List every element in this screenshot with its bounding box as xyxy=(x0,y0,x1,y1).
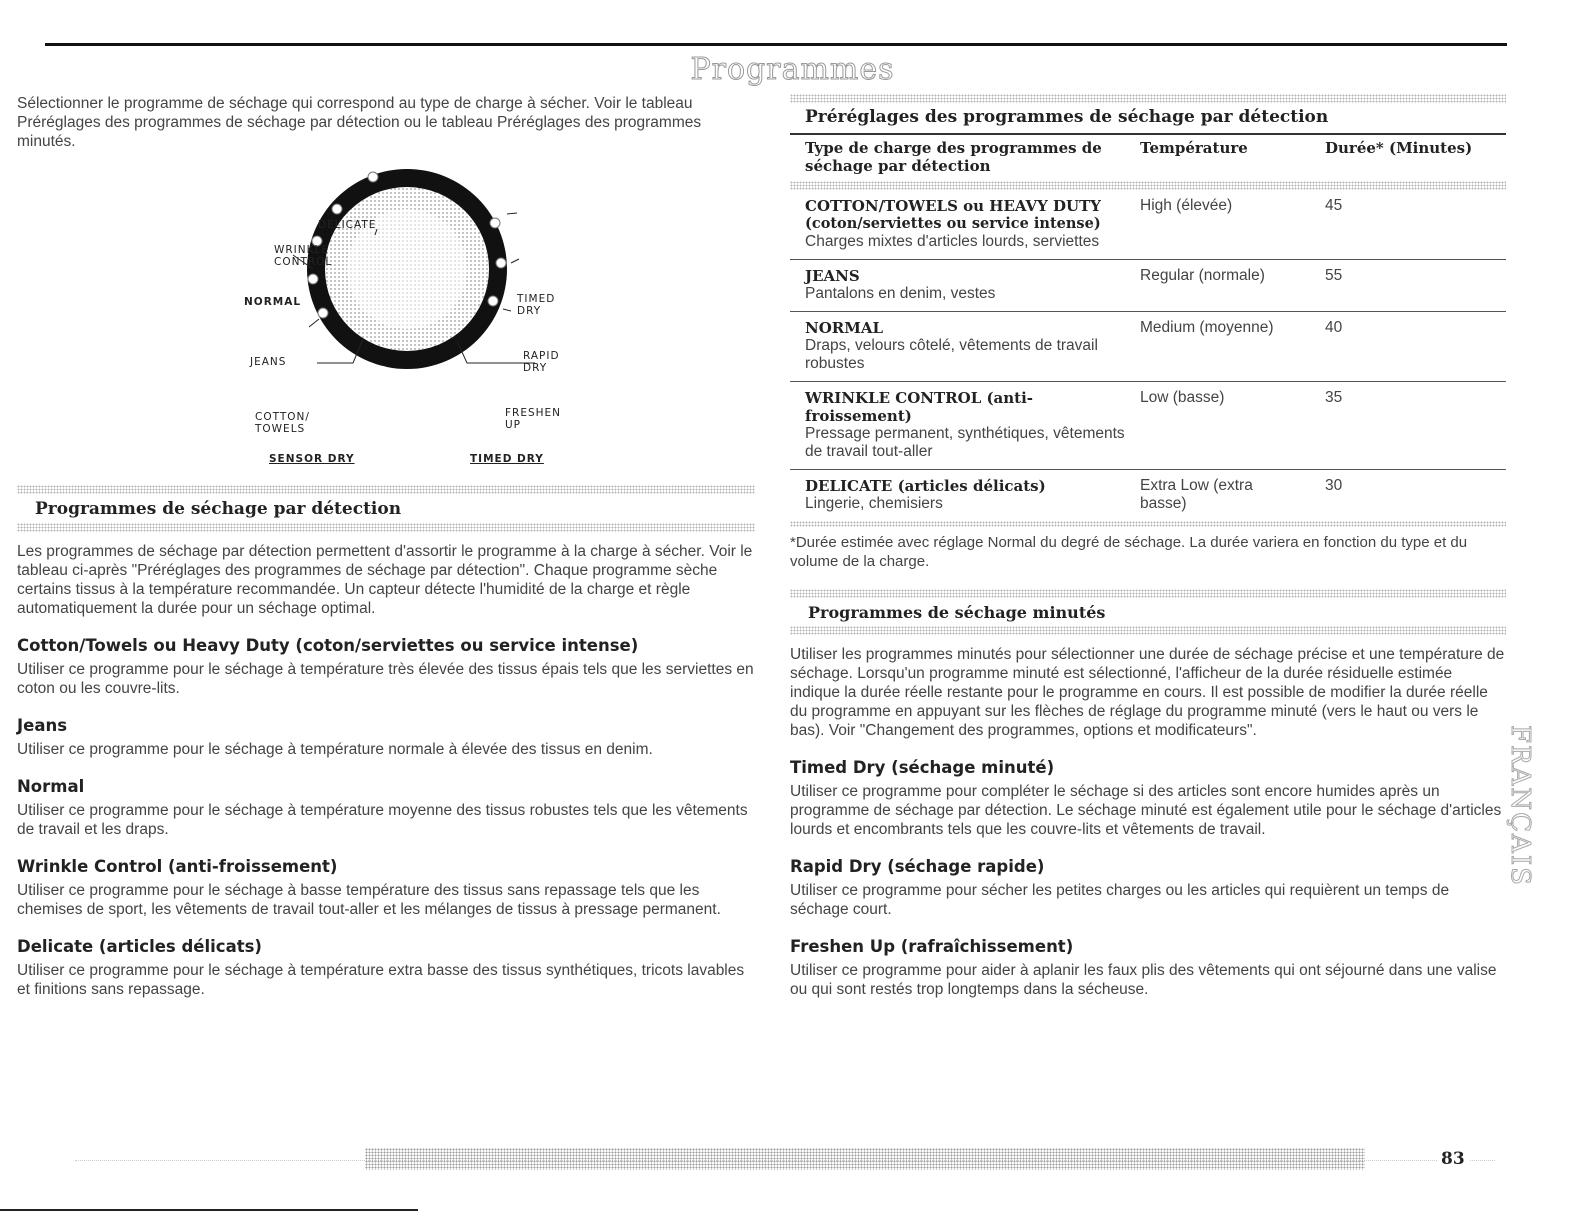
cell-program xyxy=(790,190,1125,260)
cycle-dial-diagram xyxy=(17,151,755,465)
dial-dot-cotton xyxy=(318,308,328,318)
section-divider xyxy=(17,485,755,494)
cell-program xyxy=(790,382,1125,470)
section-divider xyxy=(790,626,1506,635)
top-rule xyxy=(45,43,1507,46)
dial-label-freshen-up xyxy=(505,407,561,431)
dial-label-line: COTTON/ xyxy=(255,411,310,423)
dial-label-line: DRY xyxy=(523,362,548,374)
timed-section-body: Utiliser les programmes minutés pour sélectionner une durée de séchage précise et une température de séchage. Lorsqu'un programme minuté est sélectionné, l'afficheur de la durée résiduelle estimée indique la durée réelle restante pour le programme en cours. Il est possible de modifier la durée réelle du programme en appuyant sur les flèches de réglage du programme minuté (vers le haut ou vers le bas). Voir "Changement des programmes, options et modificateurs". xyxy=(790,646,1505,739)
program-name: JEANS xyxy=(805,267,860,285)
table-row xyxy=(790,470,1506,522)
table-top-divider xyxy=(790,94,1506,103)
program-name: WRINKLE CONTROL (anti-froissement) xyxy=(805,389,1034,425)
presets-table xyxy=(790,135,1506,521)
cell-duration: 30 xyxy=(1310,470,1506,522)
dial-label-cotton-towels xyxy=(255,411,310,435)
cell-duration: 45 xyxy=(1325,197,1343,214)
dial-label-normal: NORMAL xyxy=(244,296,302,308)
cycle-heading-freshen-up: Freshen Up (rafraîchissement) xyxy=(790,937,1074,956)
table-row xyxy=(790,382,1506,470)
cycle-text-rapid-dry: Utiliser ce programme pour sécher les petites charges ou les articles qui requièrent un temps de séchage court. xyxy=(790,882,1450,918)
cycle-text-freshen-up: Utiliser ce programme pour aider à aplanir les faux plis des vêtements qui ont séjourné dans une valise ou qui sont restés trop longtemps dans la sécheuse. xyxy=(790,962,1497,998)
section-divider xyxy=(17,523,755,532)
dial-label-line: RAPID xyxy=(523,350,560,362)
load-description: Charges mixtes d'articles lourds, serviettes xyxy=(805,233,1100,250)
cell-temperature: High (élevée) xyxy=(1140,197,1233,214)
dial-dot-wrinkle xyxy=(332,204,342,214)
program-name: DELICATE (articles délicats) xyxy=(805,477,1046,495)
load-description: Pressage permanent, synthétiques, vêtements de travail tout-aller xyxy=(805,425,1125,460)
cell-temperature: Low (basse) xyxy=(1125,382,1310,470)
dial-label-line: TIMED xyxy=(517,293,556,305)
dial-dot-timed xyxy=(490,218,500,228)
cell-temperature: Extra Low (extra basse) xyxy=(1125,470,1310,522)
timed-section-title: Programmes de séchage minutés xyxy=(808,603,1106,622)
dial-label-timed-dry-bottom: TIMED DRY xyxy=(470,453,544,465)
dial-label-line: DRY xyxy=(517,305,542,317)
sensor-section-title: Programmes de séchage par détection xyxy=(35,499,402,519)
cell-program xyxy=(790,260,1125,312)
load-description: Lingerie, chemisiers xyxy=(805,495,943,512)
dial-label-line: FRESHEN xyxy=(505,407,562,419)
header-load-type: Type de charge des programmes de séchage par détection xyxy=(805,139,1102,175)
bottom-rule xyxy=(0,1209,418,1211)
table-row xyxy=(790,312,1506,382)
cycle-text-jeans: Utiliser ce programme pour le séchage à température normale à élevée des tissus en denim. xyxy=(17,741,653,758)
cell-duration: 35 xyxy=(1310,382,1506,470)
cycle-text-normal: Utiliser ce programme pour le séchage à température moyenne des tissus robustes tels que les vêtements de travail et les draps. xyxy=(17,802,748,838)
cycle-heading-wrinkle: Wrinkle Control (anti-froissement) xyxy=(17,857,338,876)
cell-program xyxy=(790,470,1125,522)
intro-text: Sélectionner le programme de séchage qui correspond au type de charge à sécher. Voir le tableau Préréglages des programmes de séchage par détection ou le tableau Préréglages des programmes minutés. xyxy=(17,95,702,150)
dial-label-delicate: DELICATE xyxy=(318,219,377,231)
dial-dot-delicate xyxy=(368,172,378,182)
header-duration: Durée* (Minutes) xyxy=(1325,139,1473,157)
cell-duration: 40 xyxy=(1310,312,1506,382)
page-number: 83 xyxy=(1437,1149,1469,1169)
dial-label-line: WRINKLE xyxy=(274,244,329,256)
dial-graphic xyxy=(17,151,755,381)
dial-label-rapid-dry xyxy=(523,350,560,374)
dial-label-timed-dry xyxy=(517,293,555,317)
dial-dot-rapid xyxy=(496,258,506,268)
table-footnote: *Durée estimée avec réglage Normal du degré de séchage. La durée variera en fonction du type et du volume de la charge. xyxy=(790,534,1468,570)
cell-duration: 55 xyxy=(1310,260,1506,312)
section-divider xyxy=(790,589,1506,598)
page-title: Programmes xyxy=(690,52,895,87)
cell-temperature: Medium (moyenne) xyxy=(1125,312,1310,382)
table-header-divider xyxy=(790,181,1506,190)
program-name: NORMAL xyxy=(805,319,884,337)
cell-program xyxy=(790,312,1125,382)
load-description: Draps, velours côtelé, vêtements de travail robustes xyxy=(805,337,1098,372)
cell-temperature: Regular (normale) xyxy=(1125,260,1310,312)
right-column xyxy=(790,94,1506,999)
footer-band xyxy=(365,1148,1365,1170)
cycle-text-wrinkle: Utiliser ce programme pour le séchage à basse température des tissus sans repassage tels que les chemises de sport, les vêtements de travail tout-aller et les mélanges de tissus à pressage permanent. xyxy=(17,882,721,918)
load-description: Pantalons en denim, vestes xyxy=(805,285,996,302)
cycle-heading-cotton: Cotton/Towels ou Heavy Duty (coton/serviettes ou service intense) xyxy=(17,636,639,655)
cycle-text-cotton: Utiliser ce programme pour le séchage à température très élevée des tissus épais tels que les serviettes en coton ou les couvre-lits. xyxy=(17,661,754,697)
cycle-heading-delicate: Delicate (articles délicats) xyxy=(17,937,262,956)
cycle-heading-normal: Normal xyxy=(17,777,85,796)
program-subtitle: (coton/serviettes ou service intense) xyxy=(805,215,1101,232)
cycle-heading-timed-dry: Timed Dry (séchage minuté) xyxy=(790,758,1055,777)
dial-label-jeans: JEANS xyxy=(250,356,287,368)
cycle-heading-jeans: Jeans xyxy=(17,716,68,735)
sensor-section-body: Les programmes de séchage par détection permettent d'assortir le programme à la charge à sécher. Voir le tableau ci-après "Préréglages des programmes de séchage par détection". Chaque programme sèche certains tissus à la température recommandée. Un capteur détecte l'humidité de la charge et règle automatiquement la durée pour un séchage optimal. xyxy=(17,543,753,617)
table-row xyxy=(790,260,1506,312)
dial-label-line: TOWELS xyxy=(255,423,306,435)
dial-label-sensor-dry: SENSOR DRY xyxy=(269,453,355,465)
dial-label-line: UP xyxy=(505,419,522,431)
table-row xyxy=(790,190,1506,260)
presets-table-title: Préréglages des programmes de séchage par détection xyxy=(790,103,1506,135)
cycle-text-timed-dry: Utiliser ce programme pour compléter le séchage si des articles sont encore humides après un programme de séchage par détection. Le séchage minuté est également utile pour le séchage d'articles lourds et encombrants tels que les couvre-lits et vêtements de travail. xyxy=(790,783,1502,838)
left-column xyxy=(17,94,755,999)
dial-dot-freshen xyxy=(488,296,498,306)
program-name: COTTON/TOWELS ou HEAVY DUTY xyxy=(805,197,1101,215)
cycle-heading-rapid-dry: Rapid Dry (séchage rapide) xyxy=(790,857,1045,876)
dial-dot-jeans xyxy=(308,274,318,284)
language-label: FRANÇAIS xyxy=(1505,725,1535,887)
dial-label-line: CONTROL xyxy=(274,256,333,268)
header-temperature: Température xyxy=(1140,139,1248,157)
language-side-tab xyxy=(1497,725,1541,887)
table-header-row xyxy=(790,135,1506,181)
cycle-text-delicate: Utiliser ce programme pour le séchage à température extra basse des tissus synthétiques, tricots lavables et finitions sans repassage. xyxy=(17,962,745,998)
dial-label-wrinkle-control xyxy=(274,244,332,268)
